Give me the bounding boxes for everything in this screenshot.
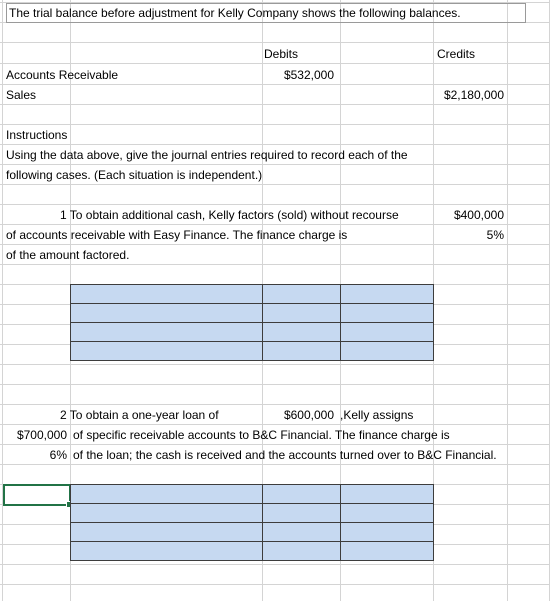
account-cell[interactable] bbox=[71, 523, 263, 542]
table-row bbox=[71, 504, 434, 523]
journal-entry-table-2 bbox=[70, 484, 434, 561]
credit-cell[interactable] bbox=[341, 342, 434, 361]
account-cell[interactable] bbox=[71, 342, 263, 361]
balance-label-accounts-receivable[interactable]: Accounts Receivable bbox=[6, 68, 119, 82]
debit-cell[interactable] bbox=[263, 342, 341, 361]
debit-cell[interactable] bbox=[263, 542, 341, 561]
case2-line-1-prefix[interactable]: 2 To obtain a one-year loan of bbox=[60, 408, 219, 422]
instructions-heading[interactable]: Instructions bbox=[6, 128, 68, 142]
case1-line-2[interactable]: of accounts receivable with Easy Finance. The finance charge is bbox=[6, 228, 348, 242]
account-cell[interactable] bbox=[71, 285, 263, 304]
debit-cell[interactable] bbox=[263, 485, 341, 504]
table-row bbox=[71, 304, 434, 323]
credits-header[interactable]: Credits bbox=[437, 47, 476, 61]
credit-cell[interactable] bbox=[341, 504, 434, 523]
table-row bbox=[71, 485, 434, 504]
balance-credit-sales[interactable]: $2,180,000 bbox=[443, 88, 504, 102]
table-row bbox=[71, 285, 434, 304]
instructions-line-2[interactable]: following cases. (Each situation is independent.) bbox=[6, 168, 263, 182]
case2-assigned-amount[interactable]: $700,000 bbox=[16, 428, 67, 442]
table-row bbox=[71, 542, 434, 561]
debit-cell[interactable] bbox=[263, 504, 341, 523]
debit-cell[interactable] bbox=[263, 523, 341, 542]
credit-cell[interactable] bbox=[341, 523, 434, 542]
case1-line-3[interactable]: of the amount factored. bbox=[6, 248, 130, 262]
balance-label-sales[interactable]: Sales bbox=[6, 88, 37, 102]
account-cell[interactable] bbox=[71, 542, 263, 561]
journal-entry-table-1 bbox=[70, 284, 434, 361]
credit-cell[interactable] bbox=[341, 285, 434, 304]
balance-debit-accounts-receivable[interactable]: $532,000 bbox=[283, 68, 334, 82]
case2-rate[interactable]: 6% bbox=[49, 448, 67, 462]
table-row bbox=[71, 342, 434, 361]
case2-line-1-suffix[interactable]: ,Kelly assigns bbox=[340, 408, 414, 422]
account-cell[interactable] bbox=[71, 323, 263, 342]
account-cell[interactable] bbox=[71, 485, 263, 504]
credit-cell[interactable] bbox=[341, 542, 434, 561]
table-row bbox=[71, 323, 434, 342]
case2-loan-amount[interactable]: $600,000 bbox=[283, 408, 334, 422]
debit-cell[interactable] bbox=[263, 323, 341, 342]
account-cell[interactable] bbox=[71, 304, 263, 323]
credit-cell[interactable] bbox=[341, 323, 434, 342]
case2-line-3[interactable]: of the loan; the cash is received and the accounts turned over to B&C Financial. bbox=[73, 448, 497, 462]
instructions-line-1[interactable]: Using the data above, give the journal entries required to record each of the bbox=[6, 148, 408, 162]
table-row bbox=[71, 523, 434, 542]
credit-cell[interactable] bbox=[341, 485, 434, 504]
debits-header[interactable]: Debits bbox=[264, 47, 299, 61]
case1-line-1[interactable]: 1 To obtain additional cash, Kelly factors (sold) without recourse bbox=[60, 208, 399, 222]
intro-text[interactable]: The trial balance before adjustment for Kelly Company shows the following balances. bbox=[6, 3, 526, 23]
credit-cell[interactable] bbox=[341, 304, 434, 323]
selected-cell[interactable] bbox=[3, 484, 71, 506]
debit-cell[interactable] bbox=[263, 285, 341, 304]
account-cell[interactable] bbox=[71, 504, 263, 523]
debit-cell[interactable] bbox=[263, 304, 341, 323]
case2-line-2[interactable]: of specific receivable accounts to B&C Financial. The finance charge is bbox=[73, 428, 450, 442]
case1-amount[interactable]: $400,000 bbox=[453, 208, 504, 222]
case1-rate[interactable]: 5% bbox=[486, 228, 504, 242]
